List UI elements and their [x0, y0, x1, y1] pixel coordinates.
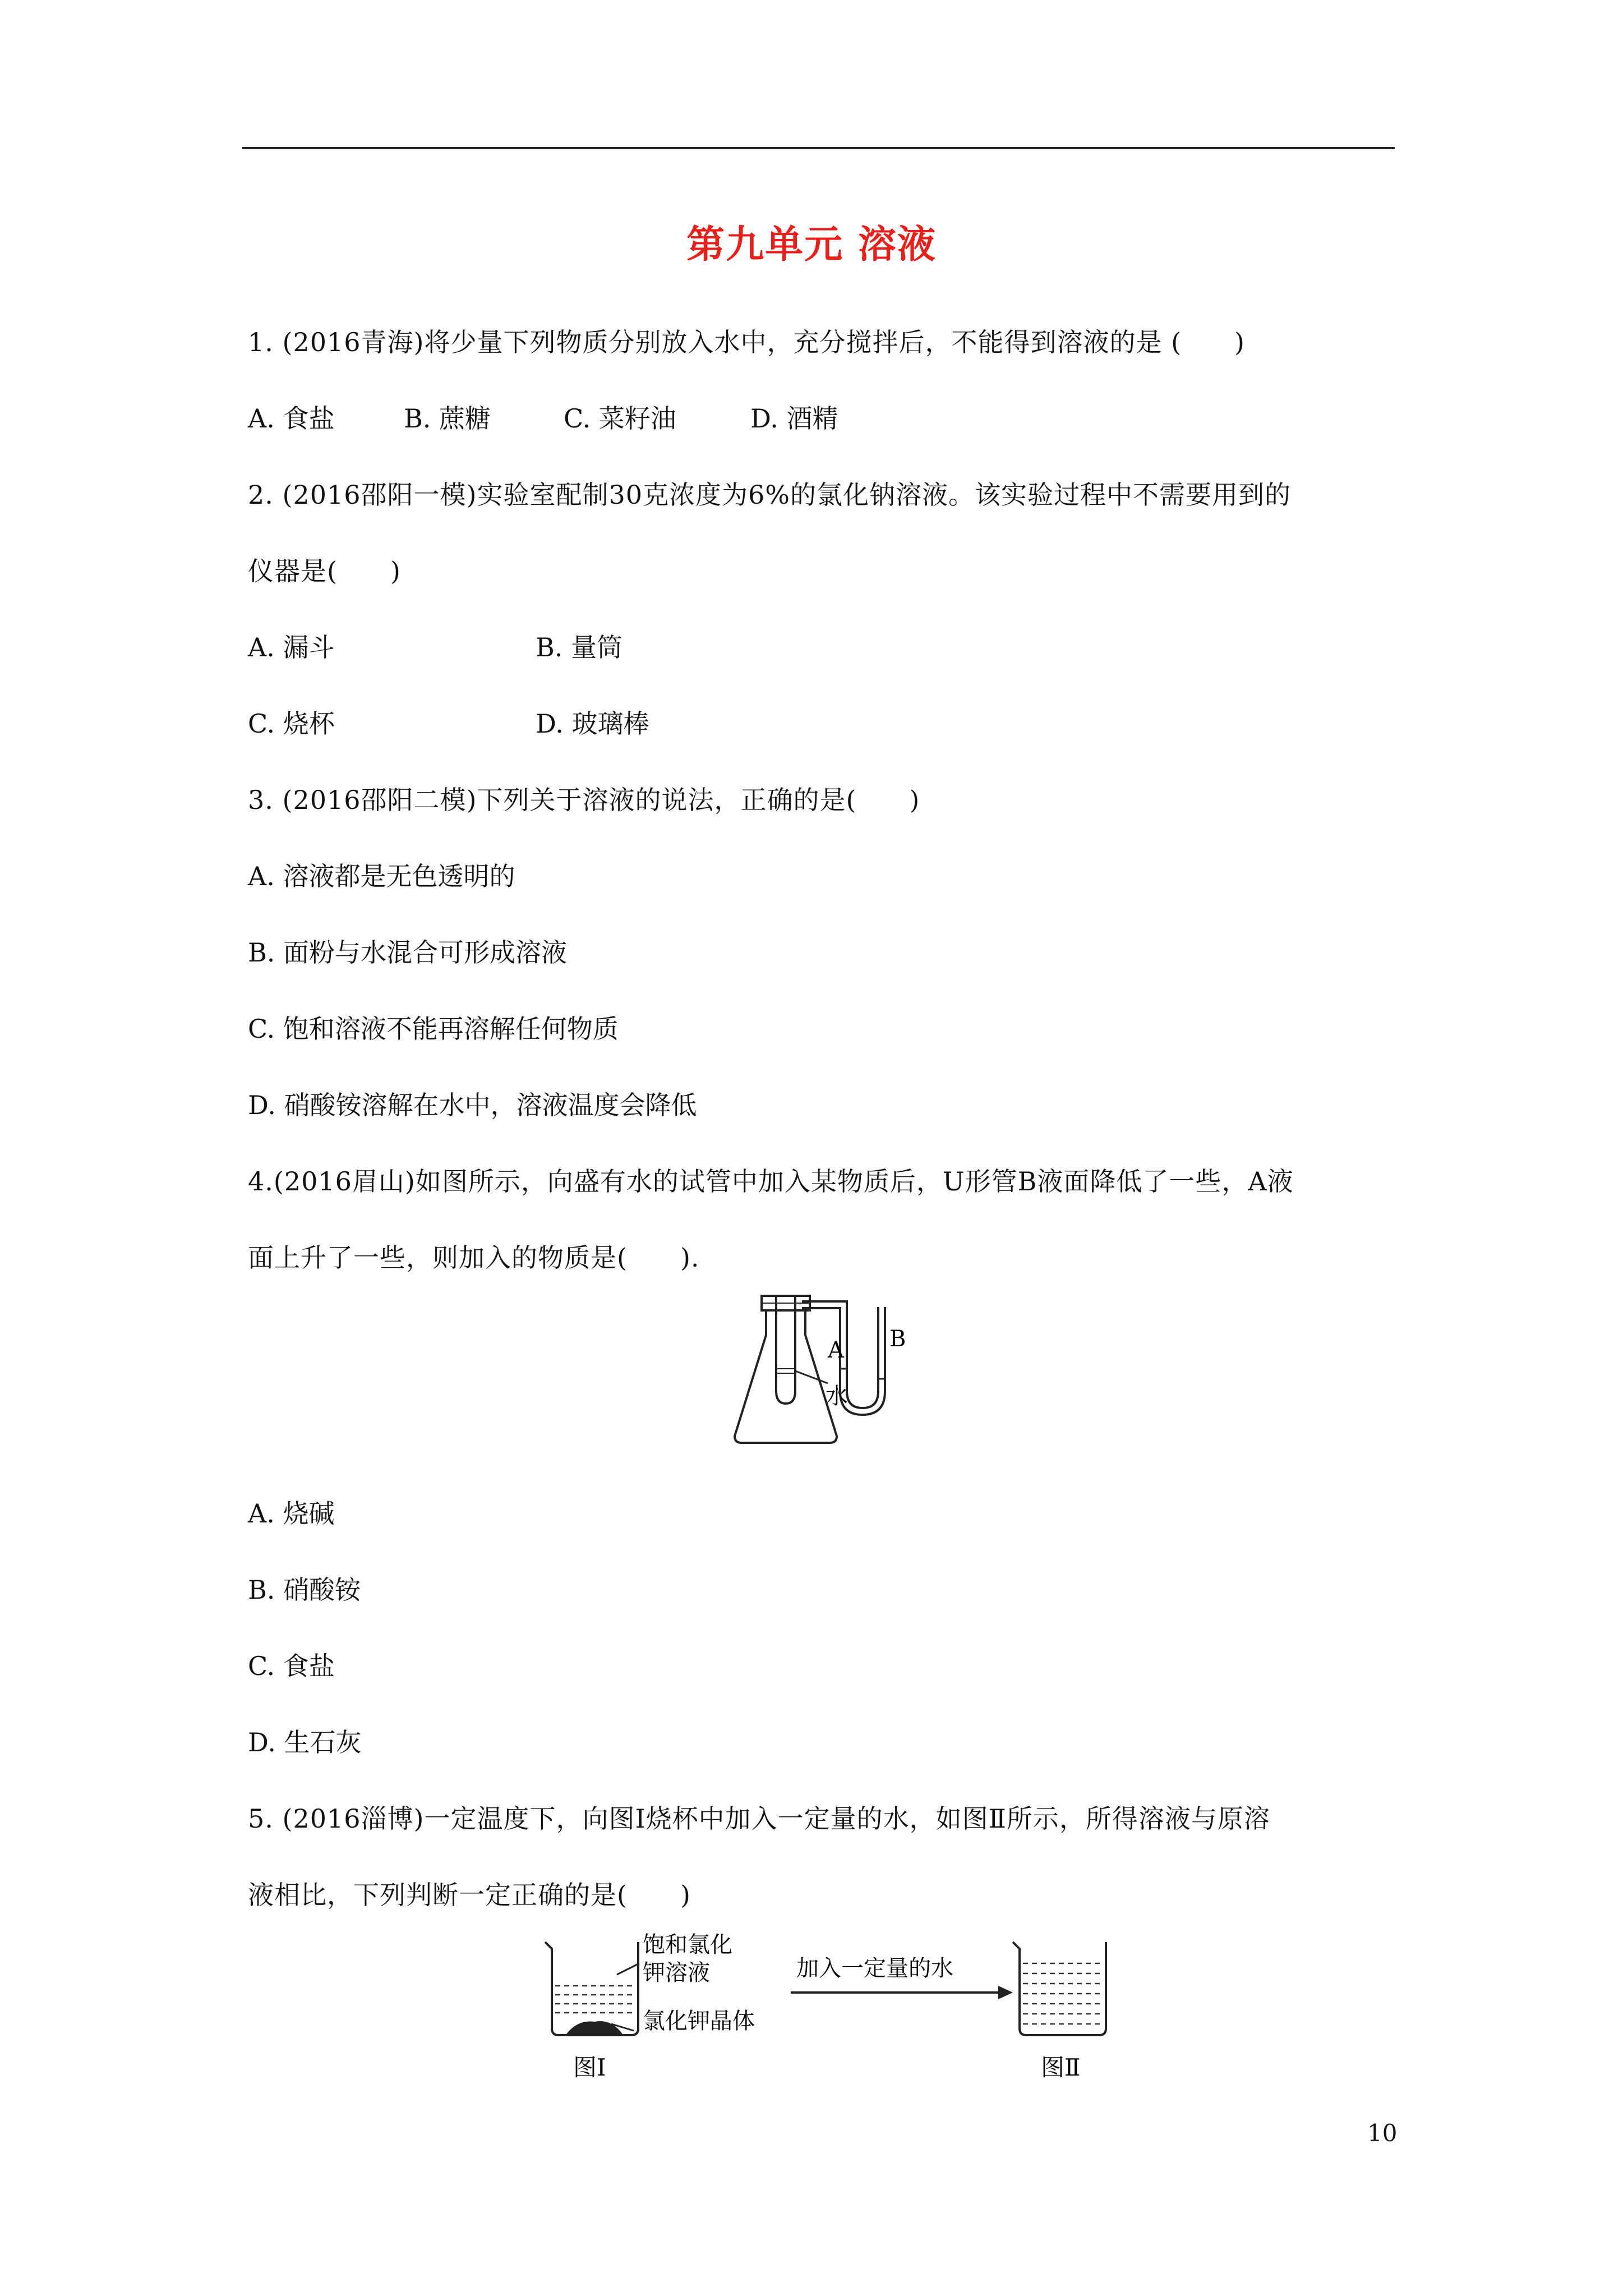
q1-option-d: D. 酒精 [750, 403, 838, 434]
q3-option-b: B. 面粉与水混合可形成溶液 [248, 937, 568, 968]
label-saturated-1: 饱和氯化 [643, 1932, 732, 1958]
q2-option-d: D. 玻璃棒 [536, 708, 649, 739]
q2-stem-line-2: 仪器是( ) [248, 556, 401, 586]
crystal-pile [566, 2021, 623, 2034]
q4-stem-line-2: 面上升了一些，则加入的物质是( ). [248, 1243, 700, 1273]
q4-u-tube-figure [723, 1285, 925, 1453]
caption-figure-1: 图Ⅰ [573, 2054, 606, 2081]
q3-option-c: C. 饱和溶液不能再溶解任何物质 [248, 1014, 619, 1044]
beaker-2 [1013, 1942, 1106, 2035]
q5-beaker-figure [533, 1930, 1116, 2087]
q3-option-d: D. 硝酸铵溶解在水中，溶液温度会降低 [248, 1090, 697, 1120]
q2-option-b: B. 量筒 [536, 632, 623, 662]
q4-option-b: B. 硝酸铵 [248, 1575, 361, 1605]
q4-option-d: D. 生石灰 [248, 1727, 362, 1757]
q5-stem-line-2: 液相比，下列判断一定正确的是( ) [248, 1880, 691, 1910]
label-a: A [828, 1337, 844, 1363]
q1-option-b: B. 蔗糖 [404, 403, 491, 434]
q5-stem-line-1: 5. (2016淄博)一定温度下，向图Ⅰ烧杯中加入一定量的水，如图Ⅱ所示，所得溶液与原溶 [248, 1803, 1270, 1834]
q3-stem: 3. (2016邵阳二模)下列关于溶液的说法，正确的是( ) [248, 785, 920, 815]
label-b: B [889, 1326, 906, 1352]
q4-option-c: C. 食盐 [248, 1651, 335, 1681]
q4-option-a: A. 烧碱 [248, 1498, 335, 1529]
label-water: 水 [826, 1383, 848, 1409]
q1-option-c: C. 菜籽油 [564, 403, 676, 434]
header-rule [242, 147, 1395, 149]
test-tube [776, 1297, 795, 1404]
q3-option-a: A. 溶液都是无色透明的 [248, 861, 515, 891]
arrow-head [998, 1986, 1013, 1999]
q1-stem: 1. (2016青海)将少量下列物质分别放入水中，充分搅拌后，不能得到溶液的是 ( ) [248, 327, 1245, 357]
label-crystal: 氯化钾晶体 [643, 2008, 755, 2034]
arrow-label: 加入一定量的水 [796, 1955, 953, 1981]
q1-option-a: A. 食盐 [248, 403, 335, 434]
q2-option-a: A. 漏斗 [248, 632, 335, 662]
label-saturated-2: 钾溶液 [643, 1960, 710, 1986]
page-title: 第九单元 溶液 [686, 222, 937, 267]
q2-option-c: C. 烧杯 [248, 708, 335, 739]
q4-stem-line-1: 4.(2016眉山)如图所示，向盛有水的试管中加入某物质后，U形管B液面降低了一些，A液 [248, 1166, 1294, 1197]
conical-flask [735, 1307, 837, 1443]
page-number: 10 [1367, 2119, 1398, 2147]
caption-figure-2: 图Ⅱ [1041, 2054, 1081, 2081]
beaker-1 [545, 1942, 638, 2035]
q2-stem-line-1: 2. (2016邵阳一模)实验室配制30克浓度为6%的氯化钠溶液。该实验过程中不需要用到的 [248, 480, 1291, 510]
